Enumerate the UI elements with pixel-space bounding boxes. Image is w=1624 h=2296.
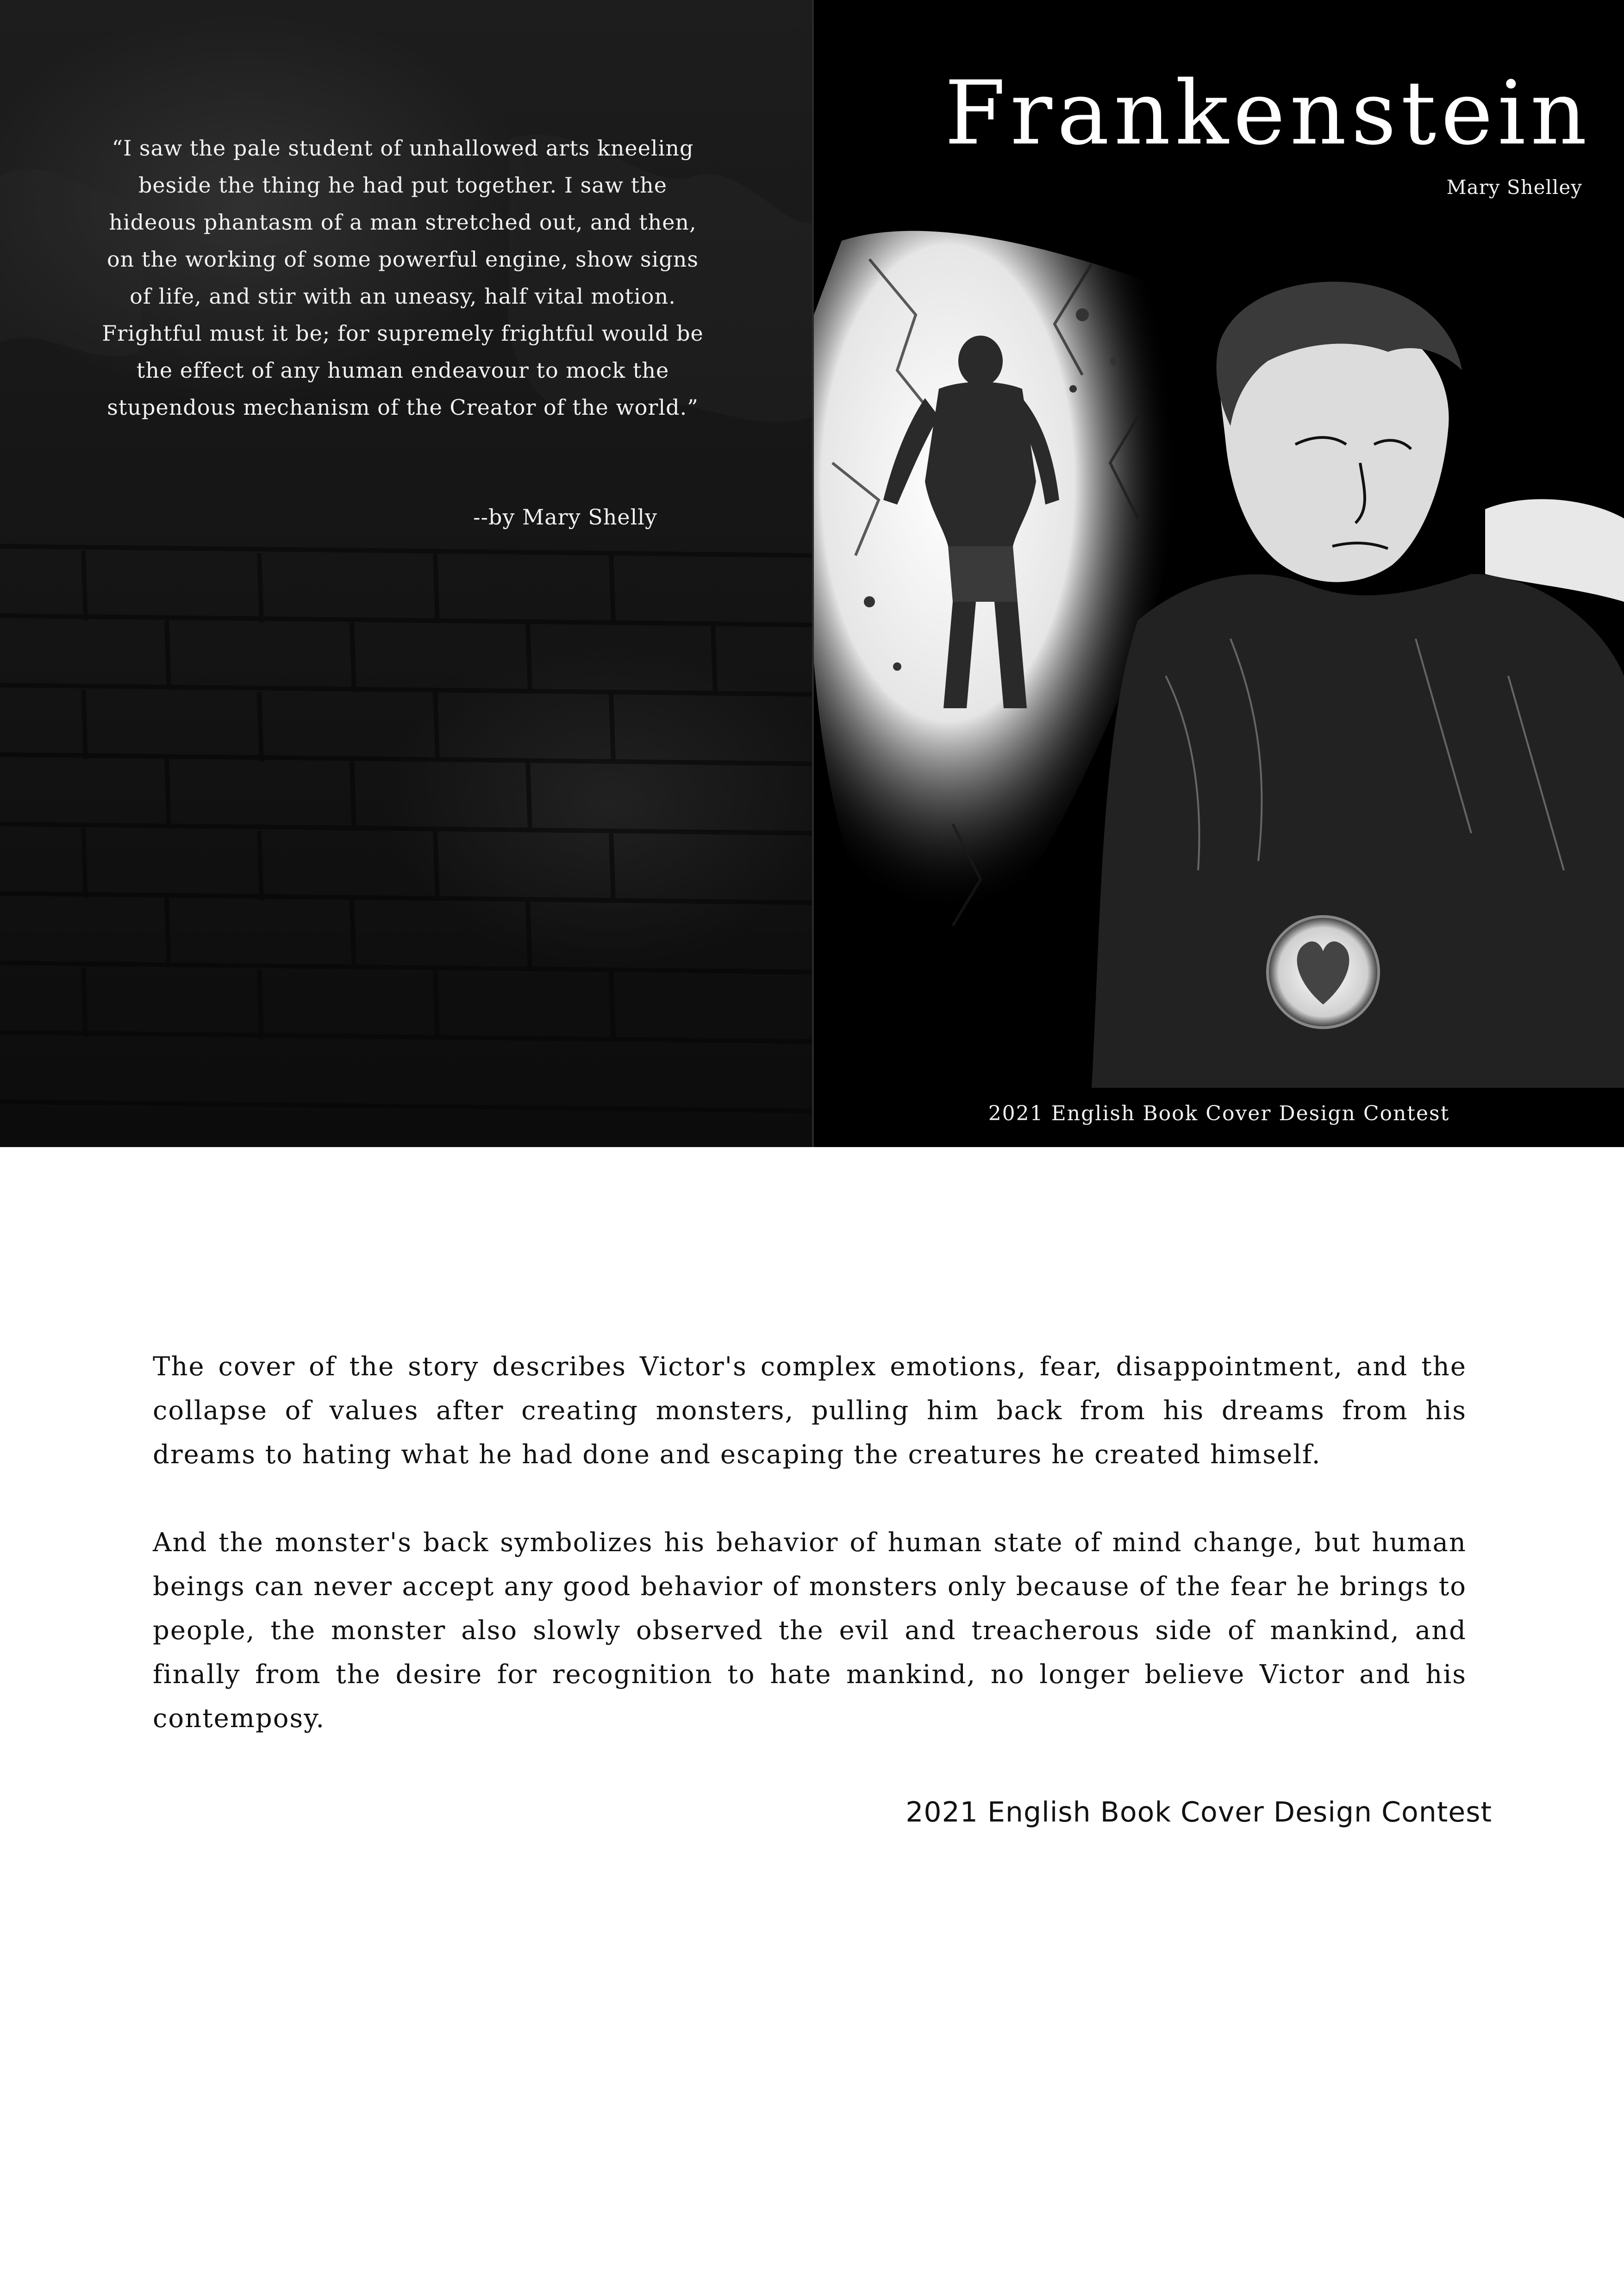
description-paragraph: The cover of the story describes Victor's complex emotions, fear, disappointment, and the collapse of values after creating monsters, pulling him back from his dreams from his dreams to hating what he had done and escaping the creatures he created himself. — [153, 1352, 1467, 1470]
book-cover-spread — [0, 0, 1624, 1147]
cover-description — [153, 1345, 1467, 1784]
heart-medallion — [1268, 917, 1379, 1028]
book-author: Mary Shelley — [1446, 176, 1582, 199]
book-title: Frankenstein — [944, 62, 1592, 164]
front-cover — [814, 0, 1624, 1147]
quote-attribution: --by Mary Shelly — [473, 505, 657, 530]
description-paragraph: And the monster's back symbolizes his behavior of human state of mind change, but human beings can never accept any good behavior of monsters only because of the fear he brings to people, the monster also slowly observed the evil and treacherous side of mankind, and finally from the desire for recognition to hate mankind, no longer believe Victor and his contemposy. — [153, 1528, 1467, 1734]
cover-contest-label: 2021 English Book Cover Design Contest — [988, 1102, 1450, 1125]
cover-illustration — [814, 222, 1624, 1088]
back-cover-quote: “I saw the pale student of unhallowed arts kneeling beside the thing he had put together. I saw the hideous phantasm of a man stretched out, and then, on the working of some powerful engine, show signs of life, and stir with an uneasy, half vital motion. Frightful must it be; for supremely frightful would be the effect of any human endeavour to mock the stupendous mechanism of the Creator of the world.” — [102, 136, 704, 420]
contest-footer: 2021 English Book Cover Design Contest — [906, 1796, 1492, 1828]
back-cover — [0, 0, 813, 1147]
